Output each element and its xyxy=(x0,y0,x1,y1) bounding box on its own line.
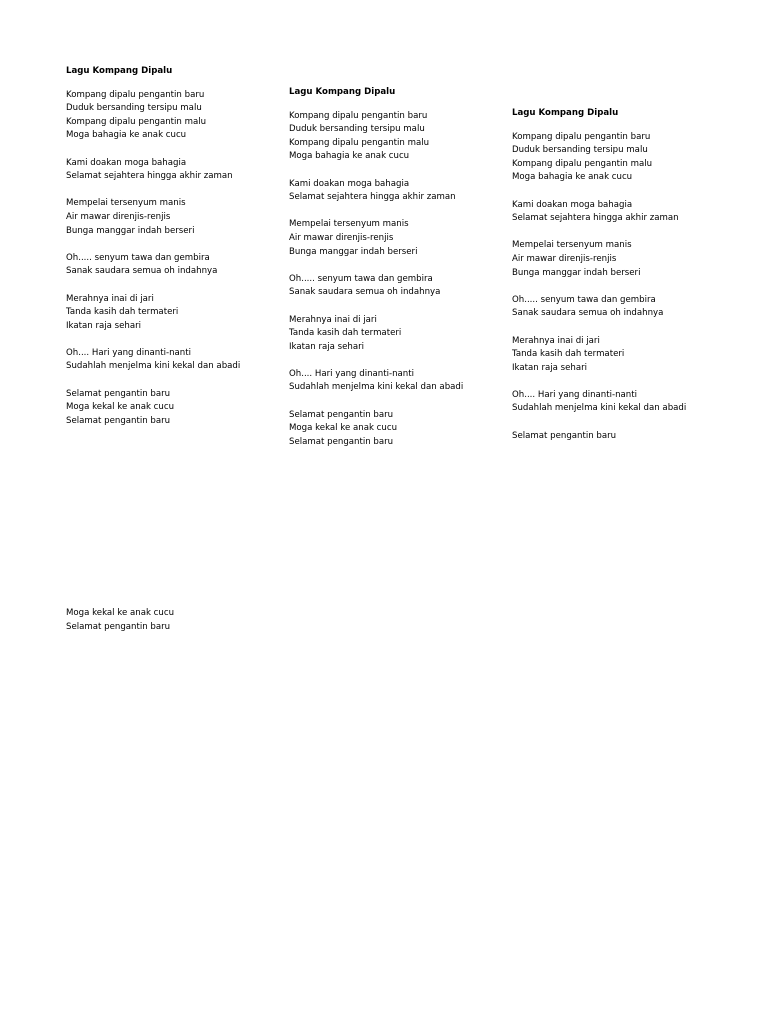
lyric-line: Air mawar direnjis-renjis xyxy=(66,211,171,222)
lyrics-column-2 xyxy=(289,86,519,463)
lyric-line: Oh..... senyum tawa dan gembira xyxy=(512,294,656,305)
lyric-line: Sanak saudara semua oh indahnya xyxy=(66,266,218,277)
lyric-line: Bunga manggar indah berseri xyxy=(512,267,641,278)
lyric-line: Selamat sejahtera hingga akhir zaman xyxy=(512,213,679,224)
lyric-line: Oh.... Hari yang dinanti-nanti xyxy=(289,368,415,379)
stanza xyxy=(289,273,519,300)
lyrics-column-3 xyxy=(512,107,742,457)
stanza xyxy=(512,199,742,226)
lyric-line: Mempelai tersenyum manis xyxy=(289,219,409,230)
lyric-line: Duduk bersanding tersipu malu xyxy=(289,124,425,135)
lyric-line: Sudahlah menjelma kini kekal dan abadi xyxy=(66,361,241,372)
lyric-line: Sudahlah menjelma kini kekal dan abadi xyxy=(512,403,687,414)
stanza xyxy=(66,293,296,334)
stanza xyxy=(512,131,742,185)
lyric-line: Ikatan raja sehari xyxy=(66,320,142,331)
lyric-line: Moga kekal ke anak cucu xyxy=(289,423,398,434)
lyric-line: Kompang dipalu pengantin baru xyxy=(512,131,651,142)
lyric-line: Merahnya inai di jari xyxy=(66,293,154,304)
stanza xyxy=(512,389,742,416)
song-title: Lagu Kompang Dipalu xyxy=(289,87,396,97)
lyrics-column-1 xyxy=(66,65,296,442)
stanza xyxy=(289,409,519,450)
lyric-line: Sudahlah menjelma kini kekal dan abadi xyxy=(289,382,464,393)
song-title: Lagu Kompang Dipalu xyxy=(512,108,619,118)
stanza xyxy=(512,294,742,321)
lyric-line: Moga bahagia ke anak cucu xyxy=(512,172,633,183)
lyric-line: Oh..... senyum tawa dan gembira xyxy=(289,273,433,284)
lyric-line: Selamat pengantin baru xyxy=(289,409,394,420)
stanza xyxy=(66,388,296,429)
stanza xyxy=(289,110,519,164)
lyric-line: Mempelai tersenyum manis xyxy=(512,240,632,251)
lyric-line: Selamat pengantin baru xyxy=(512,430,617,441)
song-title: Lagu Kompang Dipalu xyxy=(66,66,173,76)
lyric-line: Merahnya inai di jari xyxy=(289,314,377,325)
lyric-line: Sanak saudara semua oh indahnya xyxy=(512,308,664,319)
stanza xyxy=(289,314,519,355)
lyric-line: Moga bahagia ke anak cucu xyxy=(289,151,410,162)
lyric-line: Ikatan raja sehari xyxy=(289,341,365,352)
lyric-line: Kami doakan moga bahagia xyxy=(289,178,410,189)
lyric-line: Selamat pengantin baru xyxy=(66,415,171,426)
lyric-line: Ikatan raja sehari xyxy=(512,362,588,373)
lyric-line: Duduk bersanding tersipu malu xyxy=(66,103,202,114)
lyric-line: Kompang dipalu pengantin malu xyxy=(289,137,430,148)
lyrics-tail xyxy=(66,607,174,634)
lyric-line: Selamat pengantin baru xyxy=(289,436,394,447)
stanza xyxy=(66,89,296,143)
lyric-line: Oh..... senyum tawa dan gembira xyxy=(66,252,210,263)
lyric-line: Tanda kasih dah termateri xyxy=(289,328,402,339)
lyric-line: Sanak saudara semua oh indahnya xyxy=(289,287,441,298)
lyric-line: Kompang dipalu pengantin malu xyxy=(66,116,207,127)
lyric-line: Kami doakan moga bahagia xyxy=(512,199,633,210)
lyric-line: Kompang dipalu pengantin malu xyxy=(512,158,653,169)
lyric-line: Oh.... Hari yang dinanti-nanti xyxy=(512,389,638,400)
stanza xyxy=(289,178,519,205)
lyric-line: Oh.... Hari yang dinanti-nanti xyxy=(66,347,192,358)
lyric-line: Mempelai tersenyum manis xyxy=(66,198,186,209)
stanza xyxy=(66,252,296,279)
lyric-line: Kompang dipalu pengantin baru xyxy=(289,110,428,121)
lyric-line: Moga kekal ke anak cucu xyxy=(66,402,175,413)
lyric-line: Selamat pengantin baru xyxy=(66,388,171,399)
lyric-line: Air mawar direnjis-renjis xyxy=(289,232,394,243)
lyric-line: Bunga manggar indah berseri xyxy=(66,225,195,236)
lyric-line: Air mawar direnjis-renjis xyxy=(512,253,617,264)
stanza xyxy=(512,335,742,376)
stanza xyxy=(512,430,742,444)
lyric-line: Tanda kasih dah termateri xyxy=(66,307,179,318)
stanza xyxy=(66,347,296,374)
stanza xyxy=(289,218,519,259)
lyric-line: Merahnya inai di jari xyxy=(512,335,600,346)
lyric-line: Tanda kasih dah termateri xyxy=(512,349,625,360)
lyric-line: Selamat sejahtera hingga akhir zaman xyxy=(289,192,456,203)
lyric-line: Moga bahagia ke anak cucu xyxy=(66,130,187,141)
lyric-line: Kami doakan moga bahagia xyxy=(66,157,187,168)
lyric-line: Kompang dipalu pengantin baru xyxy=(66,89,205,100)
stanza xyxy=(512,239,742,280)
stanza xyxy=(66,197,296,238)
stanza xyxy=(289,368,519,395)
stanza xyxy=(66,157,296,184)
lyric-line: Selamat pengantin baru xyxy=(66,621,171,632)
lyric-line: Bunga manggar indah berseri xyxy=(289,246,418,257)
lyric-line: Duduk bersanding tersipu malu xyxy=(512,145,648,156)
lyric-line: Moga kekal ke anak cucu xyxy=(66,608,175,618)
lyric-line: Selamat sejahtera hingga akhir zaman xyxy=(66,171,233,182)
